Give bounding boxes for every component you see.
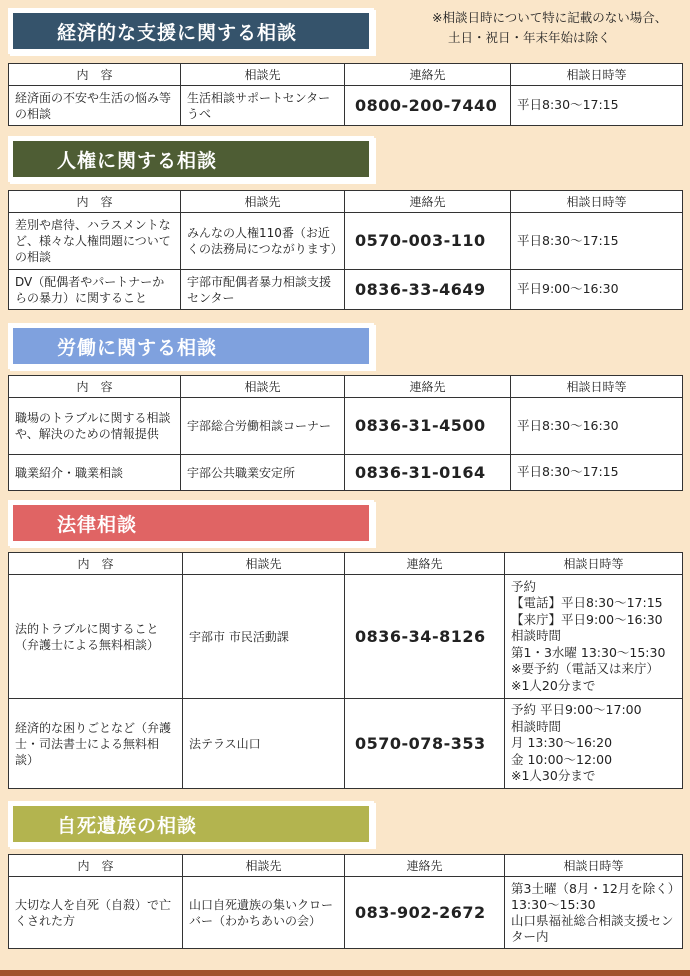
economic-banner — [8, 8, 374, 54]
row-phone[interactable]: 0836-31-4500 — [345, 398, 511, 455]
hours-line: 相談時間 — [511, 718, 562, 734]
hours-line: 金 10:00～12:00 — [511, 751, 613, 767]
legal-banner — [8, 500, 374, 546]
legal-title: 法律相談 — [13, 505, 369, 541]
row-phone[interactable]: 0836-34-8126 — [345, 575, 505, 699]
hours-line: 第1・3水曜 13:30～15:30 — [511, 644, 666, 660]
header-center: 相談先 — [183, 855, 345, 877]
header-hours: 相談日時等 — [511, 376, 683, 398]
row-phone[interactable]: 0836-31-0164 — [345, 455, 511, 491]
row-center: 法テラス山口 — [183, 699, 345, 789]
header-hours: 相談日時等 — [505, 553, 683, 575]
row-phone[interactable]: 083-902-2672 — [345, 877, 505, 949]
row-hours — [505, 699, 683, 789]
hours-line: 第3土曜（8月・12月を除く）13:30～15:30 — [511, 880, 675, 912]
bottom-border — [0, 970, 690, 976]
header-contact: 連絡先 — [345, 376, 511, 398]
labor-table — [8, 375, 683, 491]
header-center: 相談先 — [181, 376, 345, 398]
economic-table — [8, 63, 683, 126]
header-contact: 連絡先 — [345, 64, 511, 86]
row-center: 宇部市 市民活動課 — [183, 575, 345, 699]
header-content: 内 容 — [9, 855, 183, 877]
table-header-row — [9, 376, 683, 398]
table-row — [9, 699, 683, 789]
hours-line: 月 13:30～16:20 — [511, 735, 613, 751]
row-phone[interactable]: 0836-33-4649 — [345, 270, 511, 310]
labor-title: 労働に関する相談 — [13, 328, 369, 364]
header-contact: 連絡先 — [345, 191, 511, 213]
labor-banner — [8, 323, 374, 369]
row-hours: 平日8:30～17:15 — [511, 213, 683, 270]
row-center: 宇部公共職業安定所 — [181, 455, 345, 491]
bereaved-title: 自死遺族の相談 — [13, 806, 369, 842]
header-content: 内 容 — [9, 553, 183, 575]
table-header-row — [9, 855, 683, 877]
row-content: 大切な人を自死（自殺）で亡くされた方 — [9, 877, 183, 949]
header-hours: 相談日時等 — [511, 191, 683, 213]
table-row — [9, 270, 683, 310]
header-hours: 相談日時等 — [505, 855, 683, 877]
hours-line: 【電話】平日8:30～17:15 — [511, 595, 663, 611]
row-center: 宇部総合労働相談コーナー — [181, 398, 345, 455]
row-phone[interactable]: 0570-003-110 — [345, 213, 511, 270]
row-center: 山口自死遺族の集いクローバー（わかちあいの会） — [183, 877, 345, 949]
row-content: 差別や虐待、ハラスメントなど、様々な人権問題についての相談 — [9, 213, 181, 270]
row-hours: 平日9:00～16:30 — [511, 270, 683, 310]
note-line-2: 土日・祝日・年末年始は除く — [448, 30, 611, 45]
row-content: 経済的な困りごとなど（弁護士・司法書士による無料相談） — [9, 699, 183, 789]
row-phone[interactable]: 0800-200-7440 — [345, 86, 511, 126]
table-row — [9, 86, 683, 126]
row-phone[interactable]: 0570-078-353 — [345, 699, 505, 789]
header-hours: 相談日時等 — [511, 64, 683, 86]
row-center: 宇部市配偶者暴力相談支援センター — [181, 270, 345, 310]
table-row — [9, 398, 683, 455]
header-center: 相談先 — [181, 64, 345, 86]
header-content: 内 容 — [9, 376, 181, 398]
economic-title: 経済的な支援に関する相談 — [13, 13, 369, 49]
header-center: 相談先 — [183, 553, 345, 575]
row-content: 法的トラブルに関すること（弁護士による無料相談） — [9, 575, 183, 699]
hours-line: 予約 — [511, 578, 537, 594]
row-center: みんなの人権110番（お近くの法務局につながります） — [181, 213, 345, 270]
header-content: 内 容 — [9, 64, 181, 86]
row-hours — [505, 877, 683, 949]
row-hours: 平日8:30～17:15 — [511, 86, 683, 126]
bereaved-table — [8, 854, 683, 949]
header-center: 相談先 — [181, 191, 345, 213]
date-note — [432, 8, 682, 48]
table-row — [9, 455, 683, 491]
table-row — [9, 575, 683, 699]
row-hours: 平日8:30～16:30 — [511, 398, 683, 455]
row-center: 生活相談サポートセンターうべ — [181, 86, 345, 126]
hours-line: 相談時間 — [511, 628, 562, 644]
human-rights-title: 人権に関する相談 — [13, 141, 369, 177]
header-contact: 連絡先 — [345, 855, 505, 877]
note-line-1: ※相談日時について特に記載のない場合、 — [432, 10, 668, 25]
header-contact: 連絡先 — [345, 553, 505, 575]
row-content: 職業紹介・職業相談 — [9, 455, 181, 491]
legal-table — [8, 552, 683, 789]
hours-line: ※1人20分まで — [511, 677, 596, 693]
row-hours: 平日8:30～17:15 — [511, 455, 683, 491]
row-content: DV（配偶者やパートナーからの暴力）に関すること — [9, 270, 181, 310]
human-rights-banner — [8, 136, 374, 182]
table-row — [9, 877, 683, 949]
hours-line: 山口県福祉総合相談支援センター内 — [511, 912, 674, 944]
row-hours — [505, 575, 683, 699]
table-header-row — [9, 191, 683, 213]
table-header-row — [9, 553, 683, 575]
table-row — [9, 213, 683, 270]
bereaved-banner — [8, 801, 374, 847]
row-content: 経済面の不安や生活の悩み等の相談 — [9, 86, 181, 126]
row-content: 職場のトラブルに関する相談や、解決のための情報提供 — [9, 398, 181, 455]
header-content: 内 容 — [9, 191, 181, 213]
hours-line: 【来庁】平日9:00～16:30 — [511, 611, 663, 627]
human-rights-table — [8, 190, 683, 310]
hours-line: ※要予約（電話又は来庁） — [511, 661, 659, 677]
hours-line: 予約 平日9:00～17:00 — [511, 702, 642, 718]
hours-line: ※1人30分まで — [511, 768, 596, 784]
table-header-row — [9, 64, 683, 86]
